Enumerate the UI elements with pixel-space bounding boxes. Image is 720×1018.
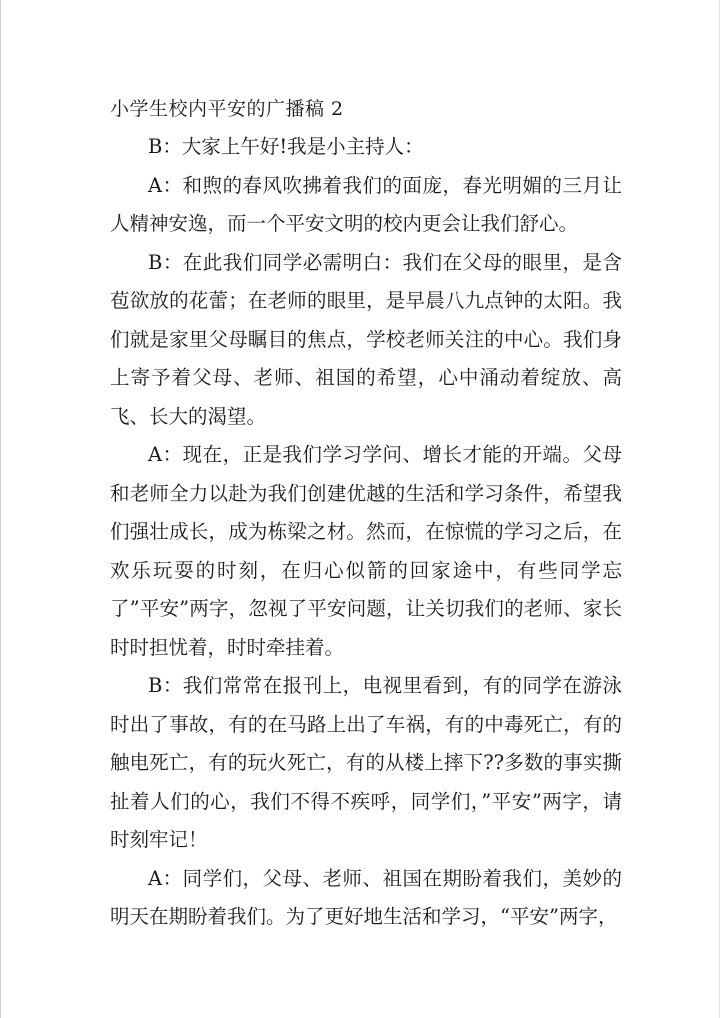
document-body bbox=[110, 90, 622, 937]
paragraph-4: A：现在，正是我们学习学问、增长才能的开端。父母和老师全力以赴为我们创建优越的生活和学习条件，希望我们强壮成长，成为栋梁之材。然而，在惊慌的学习之后，在欢乐玩耍的时刻，在归心似箭的回家途中，有些同学忘了”平安”两字，忽视了平安问题，让关切我们的老师、家长时时担忧着，时时牵挂着。 bbox=[110, 443, 622, 659]
paragraph-5: B：我们常常在报刊上，电视里看到，有的同学在游泳时出了事故，有的在马路上出了车祸，有的中毒死亡，有的触电死亡，有的玩火死亡，有的从楼上摔下??多数的事实撕扯着人们的心，我们不得不疾呼，同学们，”平安”两字，请时刻牢记！ bbox=[110, 674, 622, 851]
document-title: 小学生校内平安的广播稿 2 bbox=[110, 98, 344, 120]
paragraph-2: A：和煦的春风吹拂着我们的面庞，春光明媚的三月让人精神安逸，而一个平安文明的校内更会让我们舒心。 bbox=[110, 173, 622, 235]
page-edge-left bbox=[0, 0, 1, 1018]
paragraph-6: A：同学们，父母、老师、祖国在期盼着我们，美妙的明天在期盼着我们。为了更好地生活和学习，“平安”两字， bbox=[110, 866, 622, 928]
paragraph-1: B：大家上午好!我是小主持人： bbox=[148, 135, 424, 158]
paragraph-3: B：在此我们同学必需明白：我们在父母的眼里，是含苞欲放的花蕾；在老师的眼里，是早晨八九点钟的太阳。我们就是家里父母瞩目的焦点，学校老师关注的中心。我们身上寄予着父母、老师、祖国的希望，心中涌动着绽放、高飞、长大的渴望。 bbox=[110, 250, 622, 428]
